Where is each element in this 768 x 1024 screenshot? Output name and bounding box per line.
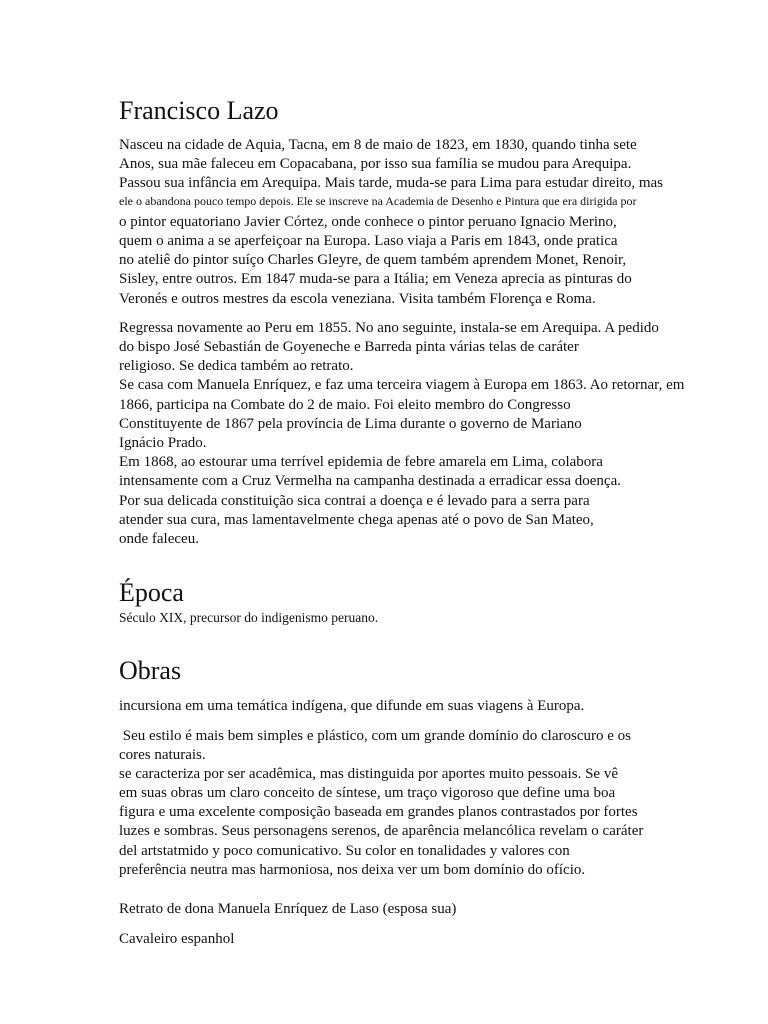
obras-intro: incursiona em uma temática indígena, que difunde em suas viagens à Europa. — [119, 698, 585, 714]
section-heading-epoca: Época — [119, 578, 184, 607]
text-line: cores naturais. — [119, 747, 206, 763]
epoca-text: Século XIX, precursor do indigenismo peruano. — [119, 610, 379, 625]
text-line: onde faleceu. — [119, 531, 199, 547]
text-line: Ignácio Prado. — [119, 435, 207, 451]
text-line: Se casa com Manuela Enríquez, e faz uma terceira viagem à Europa em 1863. Ao retornar, em — [119, 377, 685, 393]
work-title: Retrato de dona Manuela Enríquez de Laso (esposa sua) — [119, 901, 457, 917]
text-line: intensamente com a Cruz Vermelha na campanha destinada a erradicar essa doença. — [119, 473, 621, 489]
text-line: del artstatmido y poco comunicativo. Su color en tonalidades y valores con — [119, 843, 570, 859]
text-line: o pintor equatoriano Javier Córtez, onde conhece o pintor peruano Ignacio Merino, — [119, 214, 617, 230]
text-line: em suas obras um claro conceito de síntese, um traço vigoroso que define uma boa — [119, 785, 616, 801]
text-line: Sisley, entre outros. Em 1847 muda-se para a Itália; em Veneza aprecia as pinturas do — [119, 271, 632, 287]
section-heading-obras: Obras — [119, 656, 182, 685]
text-line: Seu estilo é mais bem simples e plástico, com um grande domínio do claroscuro e os — [119, 728, 631, 744]
text-line: no ateliê do pintor suíço Charles Gleyre, de quem também aprendem Monet, Renoir, — [119, 252, 627, 268]
text-line: preferência neutra mas harmoniosa, nos deixa ver um bom domínio do ofício. — [119, 862, 586, 878]
text-line: quem o anima a se aperfeiçoar na Europa. Laso viaja a Paris em 1843, onde pratica — [119, 233, 618, 249]
work-title: Cavaleiro espanhol — [119, 931, 235, 947]
text-line: religioso. Se dedica também ao retrato. — [119, 358, 354, 374]
text-line: luzes e sombras. Seus personagens serenos, de aparência melancólica revelam o caráter — [119, 823, 644, 839]
text-line: do bispo José Sebastián de Goyeneche e Barreda pinta várias telas de caráter — [119, 339, 579, 355]
text-line: Passou sua infância em Arequipa. Mais tarde, muda-se para Lima para estudar direito, mas — [119, 175, 663, 191]
text-line: ele o abandona pouco tempo depois. Ele se inscreve na Academia de Desenho e Pintura que era dirigida por — [119, 194, 637, 208]
page-title: Francisco Lazo — [119, 96, 279, 125]
text-line: Constituyente de 1867 pela província de Lima durante o governo de Mariano — [119, 416, 582, 432]
text-line: se caracteriza por ser acadêmica, mas distinguida por aportes muito pessoais. Se vê — [119, 766, 618, 782]
text-line: Veronés e outros mestres da escola veneziana. Visita também Florença e Roma. — [119, 291, 596, 307]
text-line: Regressa novamente ao Peru em 1855. No ano seguinte, instala-se em Arequipa. A pedido — [119, 320, 659, 336]
text-line: Em 1868, ao estourar uma terrível epidemia de febre amarela em Lima, colabora — [119, 454, 603, 470]
text-line: atender sua cura, mas lamentavelmente chega apenas até o povo de San Mateo, — [119, 512, 594, 528]
text-line: Anos, sua mãe faleceu em Copacabana, por isso sua família se mudou para Arequipa. — [119, 156, 632, 172]
text-line: Nasceu na cidade de Aquia, Tacna, em 8 de maio de 1823, em 1830, quando tinha sete — [119, 137, 637, 153]
text-line: Por sua delicada constituição sica contrai a doença e é levado para a serra para — [119, 493, 590, 509]
text-line: figura e uma excelente composição baseada em grandes planos contrastados por fortes — [119, 804, 638, 820]
text-line: 1866, participa na Combate do 2 de maio. Foi eleito membro do Congresso — [119, 397, 571, 413]
